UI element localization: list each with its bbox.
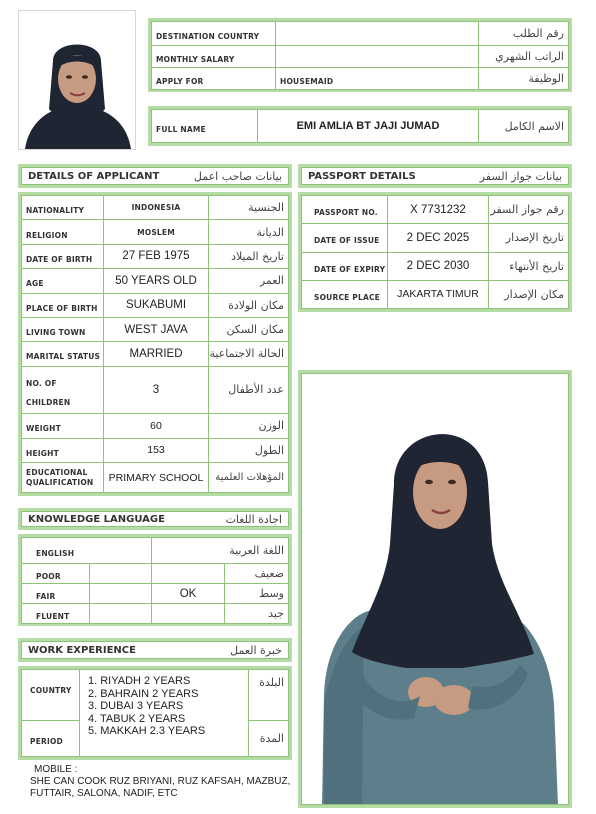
row-value: 60 [104,414,209,438]
row-label: FLUENT [36,612,70,621]
row-label: RELIGION [26,230,68,240]
table-row [302,224,569,252]
portrait-image [19,11,135,149]
row-ar: عدد الأطفال [209,366,289,414]
passport-table [298,192,572,312]
list-item: 3. DUBAI 3 YEARS [88,700,184,713]
lang-arabic-cell: OK [152,584,225,604]
fullname-ar: الاسم الكامل [479,110,569,143]
passport-title: PASSPORT DETAILS [308,170,416,182]
row-label: WEIGHT [26,424,61,434]
mobile-label: MOBILE : [34,764,78,775]
salary-label: MONTHLY SALARY [156,55,235,64]
row-ar: الوزن [209,414,289,438]
passport-title-ar: بيانات جواز السفر [479,169,562,183]
row-value: INDONESIA [104,196,209,220]
fullname-label: FULL NAME [156,124,206,134]
applicant-table [18,192,292,496]
row-label: FAIR [36,592,56,601]
row-label: EDUCATIONAL QUALIFICATION [26,467,94,487]
portrait-photo [18,10,136,150]
row-ar: العمر [209,269,289,293]
table-row [22,220,289,244]
applicant-title-ar: بيانات صاحب اعمل [193,169,282,183]
applicant-title: DETAILS OF APPLICANT [28,170,160,182]
row-value: JAKARTA TIMUR [388,280,489,308]
period-label: PERIOD [30,736,63,746]
language-header [18,508,292,530]
row-value: 3 [104,366,209,414]
row-ar: تاريخ الأنتهاء [489,252,569,280]
fullname-box [148,106,572,146]
row-value: MARRIED [104,342,209,366]
row-ar: مكان السكن [209,317,289,341]
row-value: 50 YEARS OLD [104,269,209,293]
row-value: SUKABUMI [104,293,209,317]
destination-ar: رقم الطلب [479,22,569,46]
table-row [22,269,289,293]
list-item: 5. MAKKAH 2.3 YEARS [88,725,206,738]
table-row [22,463,289,493]
lang-english-cell [90,604,152,624]
row-ar: الطول [209,438,289,462]
lang-arabic-header: اللغة العربية [152,538,289,564]
passport-header [298,164,572,188]
row-ar: تاريخ الإصدار [489,224,569,252]
row-value: WEST JAVA [104,317,209,341]
table-row [22,604,289,624]
row-label: DATE OF ISSUE [314,236,380,246]
row-ar: الديانة [209,220,289,244]
row-label: AGE [26,279,44,289]
row-label: MARITAL STATUS [26,352,101,362]
table-row [302,196,569,224]
row-ar: مكان الإصدار [489,280,569,308]
row-label: LIVING TOWN [26,328,86,338]
apply-value: HOUSEMAID [280,77,334,86]
row-ar: المؤهلات العلمية [209,463,289,493]
row-value: 27 FEB 1975 [104,244,209,268]
salary-value [276,46,479,68]
list-item: 1. RIYADH 2 YEARS [88,675,191,687]
row-label: PLACE OF BIRTH [26,303,98,313]
period-ar: المدة [249,720,289,756]
country-label: COUNTRY [30,686,72,695]
work-title-ar: خبرة العمل [230,643,282,657]
full-photo-frame [298,370,572,808]
destination-label: DESTINATION COUNTRY [156,32,260,41]
work-list [80,670,249,757]
notes-line-1: SHE CAN COOK RUZ BRIYANI, RUZ KAFSAH, MAZBUZ, [30,776,291,787]
row-value: PRIMARY SCHOOL [104,463,209,493]
row-ar: رقم جواز السفر [489,196,569,224]
top-info-box [148,18,572,92]
lang-arabic-cell [152,564,225,584]
table-row [22,244,289,268]
lang-english-cell [90,584,152,604]
destination-value [276,22,479,46]
row-label: NATIONALITY [26,206,85,216]
work-title: WORK EXPERIENCE [28,644,136,656]
salary-ar: الراتب الشهري [479,46,569,68]
row-value: X 7731232 [388,196,489,224]
table-row [22,317,289,341]
row-value: 153 [104,438,209,462]
row-ar: الجنسية [209,196,289,220]
lang-arabic-cell [152,604,225,624]
apply-ar: الوظيفة [479,68,569,90]
table-row [22,438,289,462]
row-ar: وسط [225,584,289,604]
row-ar: تاريخ الميلاد [209,244,289,268]
language-title-ar: اجادة اللغات [225,512,282,526]
row-label: SOURCE PLACE [314,292,380,302]
list-item: 2. BAHRAIN 2 YEARS [88,687,199,700]
language-title: KNOWLEDGE LANGUAGE [28,513,165,525]
full-body-image [302,374,569,805]
table-row [22,584,289,604]
work-header [18,638,292,662]
row-value: 2 DEC 2025 [388,224,489,252]
lang-english-header: ENGLISH [36,549,75,558]
notes-line-2: FUTTAIR, SALONA, NADIF, ETC [30,788,178,799]
row-label: NO. OF CHILDREN [26,378,71,407]
list-item: 4. TABUK 2 YEARS [88,712,186,725]
country-ar: البلدة [249,670,289,721]
table-row [302,280,569,308]
row-ar: ضعيف [225,564,289,584]
row-value: 2 DEC 2030 [388,252,489,280]
row-label: DATE OF BIRTH [26,254,93,264]
language-table [18,534,292,626]
lang-english-cell [90,564,152,584]
table-row [302,252,569,280]
row-label: DATE OF EXPIRY [314,264,386,274]
table-row [22,342,289,366]
table-row [22,196,289,220]
table-row [22,366,289,414]
applicant-header [18,164,292,188]
row-value: MOSLEM [104,220,209,244]
table-row [22,293,289,317]
notes-block [30,764,300,800]
fullname-value: EMI AMLIA BT JAJI JUMAD [258,110,479,143]
row-label: HEIGHT [26,448,59,458]
apply-label: APPLY FOR [156,77,204,86]
table-row [22,414,289,438]
row-label: PASSPORT NO. [314,208,378,218]
row-ar: الحالة الاجتماعية [209,342,289,366]
row-ar: جيد [225,604,289,624]
row-label: POOR [36,572,61,581]
work-table [18,666,292,760]
table-row [22,564,289,584]
row-ar: مكان الولادة [209,293,289,317]
